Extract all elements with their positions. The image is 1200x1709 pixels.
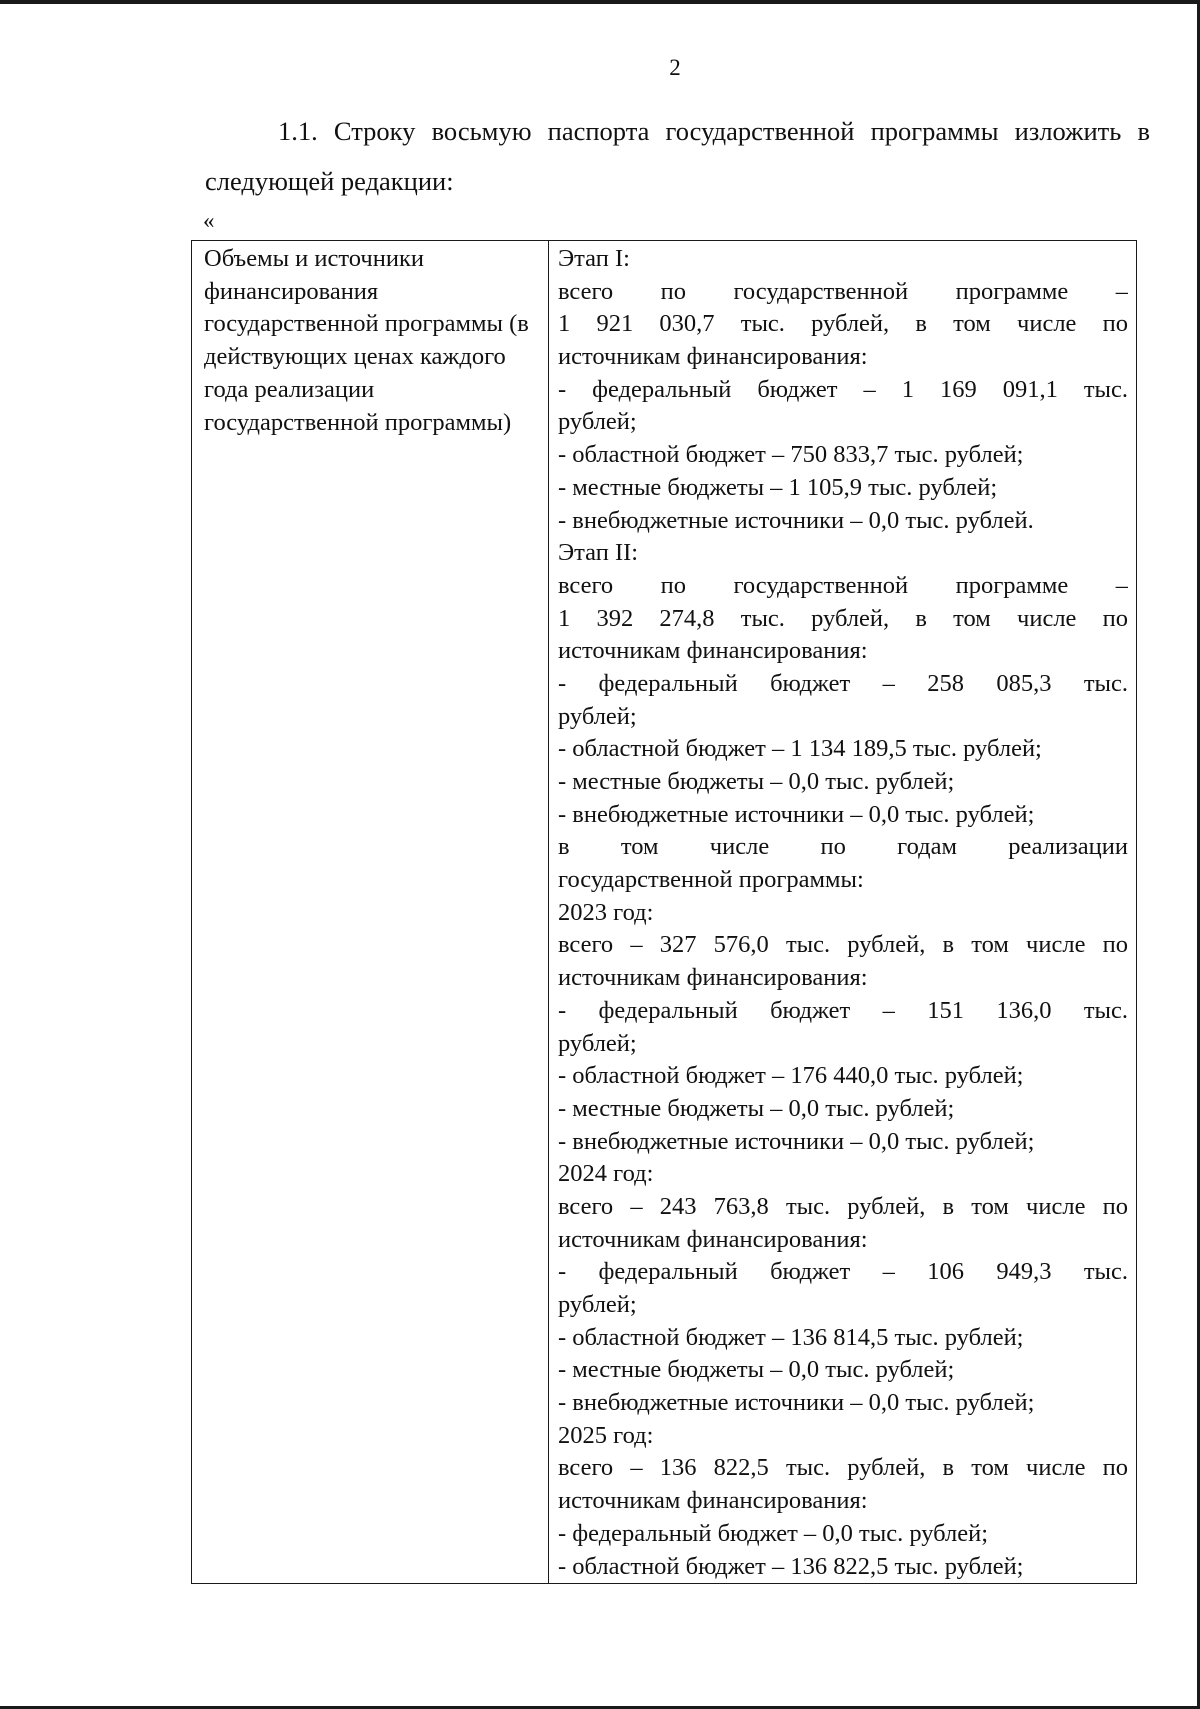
opening-quote-mark: « xyxy=(203,208,215,233)
funding-line: источникам финансирования: xyxy=(558,964,868,992)
funding-line: - федеральный бюджет – 106 949,3 тыс. xyxy=(558,1258,1128,1286)
funding-line: - федеральный бюджет – 151 136,0 тыс. xyxy=(558,996,1128,1024)
funding-line: - внебюджетные источники – 0,0 тыс. рублей. xyxy=(558,506,1034,534)
funding-line: источникам финансирования: xyxy=(558,343,868,371)
funding-line: всего по государственной программе – xyxy=(558,571,1128,599)
funding-line: рублей; xyxy=(558,408,637,436)
funding-line: - областной бюджет – 136 814,5 тыс. рублей; xyxy=(558,1323,1024,1351)
funding-line: Этап II: xyxy=(558,539,639,567)
funding-line: источникам финансирования: xyxy=(558,1487,868,1515)
funding-label: Объемы и источники финансирования государственной программы (в действующих ценах каждого года реализации государственной программы) xyxy=(204,245,529,436)
funding-line: Этап I: xyxy=(558,245,630,272)
funding-line: всего – 243 763,8 тыс. рублей, в том числе по xyxy=(558,1192,1128,1220)
funding-line: 1 392 274,8 тыс. рублей, в том числе по xyxy=(558,604,1128,632)
passport-table xyxy=(191,240,1137,1584)
funding-line: рублей; xyxy=(558,702,637,730)
page-number: 2 xyxy=(669,55,681,80)
label-cell xyxy=(192,241,549,1584)
funding-line: - областной бюджет – 136 822,5 тыс. рублей; xyxy=(558,1552,1024,1580)
funding-line: рублей; xyxy=(558,1029,637,1057)
funding-line: всего по государственной программе – xyxy=(558,277,1128,305)
funding-line: - внебюджетные источники – 0,0 тыс. рублей; xyxy=(558,1127,1035,1155)
funding-line: 2023 год: xyxy=(558,898,654,926)
funding-line: - федеральный бюджет – 1 169 091,1 тыс. xyxy=(558,375,1128,403)
funding-line: 2024 год: xyxy=(558,1160,654,1188)
funding-line: - внебюджетные источники – 0,0 тыс. рублей; xyxy=(558,800,1035,828)
intro-paragraph: 1.1. Строку восьмую паспорта государственной программы изложить в следующей редакции: xyxy=(205,116,1150,196)
value-cell xyxy=(549,241,1137,1584)
funding-line: источникам финансирования: xyxy=(558,1225,868,1253)
funding-value-lines xyxy=(549,241,1136,1583)
funding-line: рублей; xyxy=(558,1291,637,1318)
table-row xyxy=(192,241,1137,1584)
funding-line: - внебюджетные источники – 0,0 тыс. рублей; xyxy=(558,1389,1035,1417)
funding-line: - областной бюджет – 750 833,7 тыс. рублей; xyxy=(558,441,1024,469)
funding-line: - местные бюджеты – 0,0 тыс. рублей; xyxy=(558,1356,955,1384)
scan-edge-top xyxy=(0,0,1200,4)
funding-line: всего – 136 822,5 тыс. рублей, в том числе по xyxy=(558,1454,1128,1482)
funding-line: - федеральный бюджет – 258 085,3 тыс. xyxy=(558,669,1128,697)
funding-line: - местные бюджеты – 0,0 тыс. рублей; xyxy=(558,1094,955,1122)
funding-line: - местные бюджеты – 0,0 тыс. рублей; xyxy=(558,768,955,795)
funding-line: - местные бюджеты – 1 105,9 тыс. рублей; xyxy=(558,473,998,501)
funding-line: источникам финансирования: xyxy=(558,637,868,665)
funding-line: 2025 год: xyxy=(558,1421,654,1449)
funding-line: 1 921 030,7 тыс. рублей, в том числе по xyxy=(558,310,1128,338)
funding-line: всего – 327 576,0 тыс. рублей, в том числе по xyxy=(558,931,1128,959)
funding-line: - федеральный бюджет – 0,0 тыс. рублей; xyxy=(558,1519,989,1547)
funding-line: государственной программы: xyxy=(558,866,864,894)
funding-line: - областной бюджет – 176 440,0 тыс. рублей; xyxy=(558,1062,1024,1090)
funding-line: в том числе по годам реализации xyxy=(558,833,1128,861)
funding-line: - областной бюджет – 1 134 189,5 тыс. рублей; xyxy=(558,735,1042,763)
